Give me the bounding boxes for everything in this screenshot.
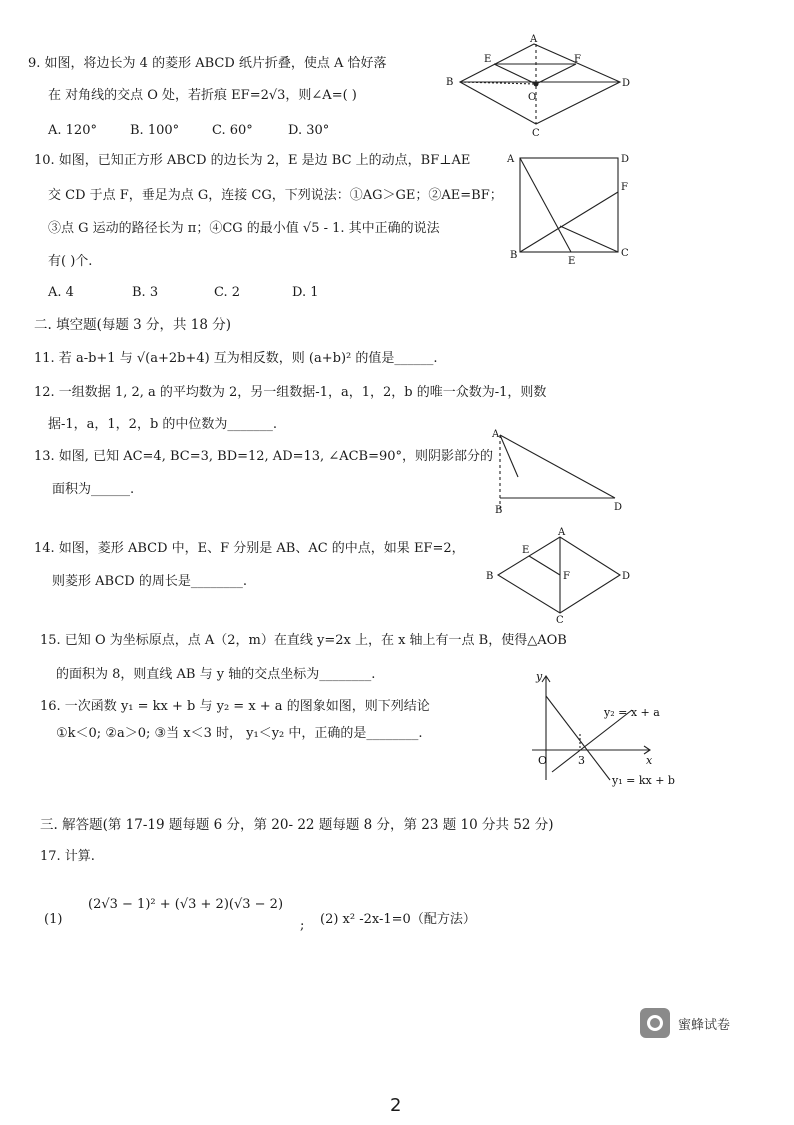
- q13-triangle-figure: [490, 425, 630, 520]
- section3-title: 三. 解答题(第 17-19 题每题 6 分，第 20- 22 题每题 8 分，第 23 题 10 分共 52 分): [40, 817, 554, 833]
- q9-line1: 9. 如图，将边长为 4 的菱形 ABCD 纸片折叠，使点 A 恰好落: [28, 56, 387, 71]
- q10-label-d: D: [621, 154, 630, 165]
- q16-line2: ①k＜0; ②a＞0; ③当 x＜3 时， y₁＜y₂ 中，正确的是________.: [56, 726, 423, 741]
- q9-label-c: C: [532, 128, 540, 139]
- q11-text: 11. 若 a-b+1 与 √(a+2b+4) 互为相反数，则 (a+b)² 的值是______.: [34, 351, 438, 366]
- watermark: [640, 1008, 730, 1038]
- q14-label-d: D: [622, 571, 631, 582]
- q10-label-b: B: [510, 250, 518, 261]
- q9-option-d: D. 30°: [288, 123, 330, 138]
- q10-line2: 交 CD 于点 F，垂足为点 G，连接 CG，下列说法：①AG＞GE；②AE=BF；: [48, 188, 503, 203]
- q13-line1: 13. 如图, 已知 AC=4, BC=3, BD=12, AD=13, ∠ACB=90°，则阴影部分的: [34, 449, 494, 464]
- q17-part2: (2) x² -2x-1=0（配方法）: [320, 912, 476, 927]
- q17-title: 17. 计算.: [40, 849, 95, 864]
- logo-icon: [640, 1008, 670, 1038]
- q16-graph-figure: [522, 670, 692, 798]
- watermark-text: 蜜蜂试卷: [678, 1017, 731, 1033]
- q16-label-y2: y₂ = x + a: [604, 706, 660, 719]
- section2-title: 二. 填空题(每题 3 分，共 18 分): [34, 317, 232, 333]
- q9-label-f: F: [574, 54, 581, 65]
- q9-rhombus-figure: [444, 32, 634, 142]
- q14-label-c: C: [556, 615, 564, 626]
- page-number: 2: [390, 1095, 402, 1116]
- q14-line1: 14. 如图，菱形 ABCD 中，E、F 分别是 AB、AC 的中点，如果 EF=2，: [34, 541, 465, 556]
- q12-line1: 12. 一组数据 1, 2, a 的平均数为 2，另一组数据-1，a，1，2，b 的唯一众数为-1，则数: [34, 385, 547, 400]
- q16-label-x: x: [646, 754, 653, 767]
- q10-label-c: C: [621, 248, 629, 259]
- q10-option-a: A. 4: [48, 285, 74, 300]
- q10-line1: 10. 如图，已知正方形 ABCD 的边长为 2，E 是边 BC 上的动点，BF⊥AE: [34, 153, 471, 168]
- q12-line2: 据-1，a，1，2，b 的中位数为_______.: [48, 417, 278, 432]
- q9-option-c: C. 60°: [212, 123, 253, 138]
- q15-line1: 15. 已知 O 为坐标原点，点 A（2，m）在直线 y=2x 上，在 x 轴上有一点 B，使得△AOB: [40, 633, 567, 648]
- q10-label-e: E: [568, 256, 576, 267]
- q16-label-3: 3: [578, 754, 585, 767]
- q10-square-figure: [505, 150, 635, 265]
- q16-label-y1: y₁ = kx + b: [612, 774, 675, 787]
- q10-option-d: D. 1: [292, 285, 319, 300]
- q9-option-a: A. 120°: [48, 123, 97, 138]
- q14-label-e: E: [522, 545, 530, 556]
- q10-label-f: F: [621, 182, 628, 193]
- q10-line4: 有( )个.: [48, 254, 93, 269]
- q9-line2: 在 对角线的交点 O 处，若折痕 EF=2√3，则∠A=( ): [48, 88, 357, 103]
- q14-line2: 则菱形 ABCD 的周长是________.: [52, 574, 247, 589]
- q16-label-o: O: [538, 754, 548, 767]
- q13-label-b: B: [495, 505, 503, 516]
- q9-label-a: A: [530, 34, 538, 45]
- q14-label-a: A: [558, 527, 566, 538]
- q9-label-d: D: [622, 78, 631, 89]
- q14-label-b: B: [486, 571, 494, 582]
- q10-option-b: B. 3: [132, 285, 159, 300]
- q9-label-b: B: [446, 77, 454, 88]
- q13-label-a: A: [492, 429, 500, 440]
- q16-line1: 16. 一次函数 y₁ = kx + b 与 y₂ = x + a 的图象如图，则下列结论: [40, 699, 430, 714]
- q10-option-c: C. 2: [214, 285, 241, 300]
- q17-part1-label: (1): [44, 912, 63, 927]
- q10-line3: ③点 G 运动的路径长为 π；④CG 的最小值 √5 - 1. 其中正确的说法: [48, 221, 440, 236]
- q9-label-e: E: [484, 54, 492, 65]
- q14-rhombus-figure: [484, 527, 634, 625]
- q17-part1-sep: ;: [300, 918, 305, 933]
- q13-label-d: D: [614, 502, 623, 513]
- q13-line2: 面积为______.: [52, 482, 135, 497]
- q17-part1-expr: (2√3 − 1)² + (√3 + 2)(√3 − 2): [88, 897, 284, 912]
- q9-label-o: O: [528, 92, 537, 103]
- q9-option-b: B. 100°: [130, 123, 180, 138]
- q14-label-f: F: [563, 571, 570, 582]
- q10-label-a: A: [507, 154, 515, 165]
- q16-label-y: y: [536, 670, 543, 683]
- q15-line2: 的面积为 8，则直线 AB 与 y 轴的交点坐标为________.: [56, 667, 376, 682]
